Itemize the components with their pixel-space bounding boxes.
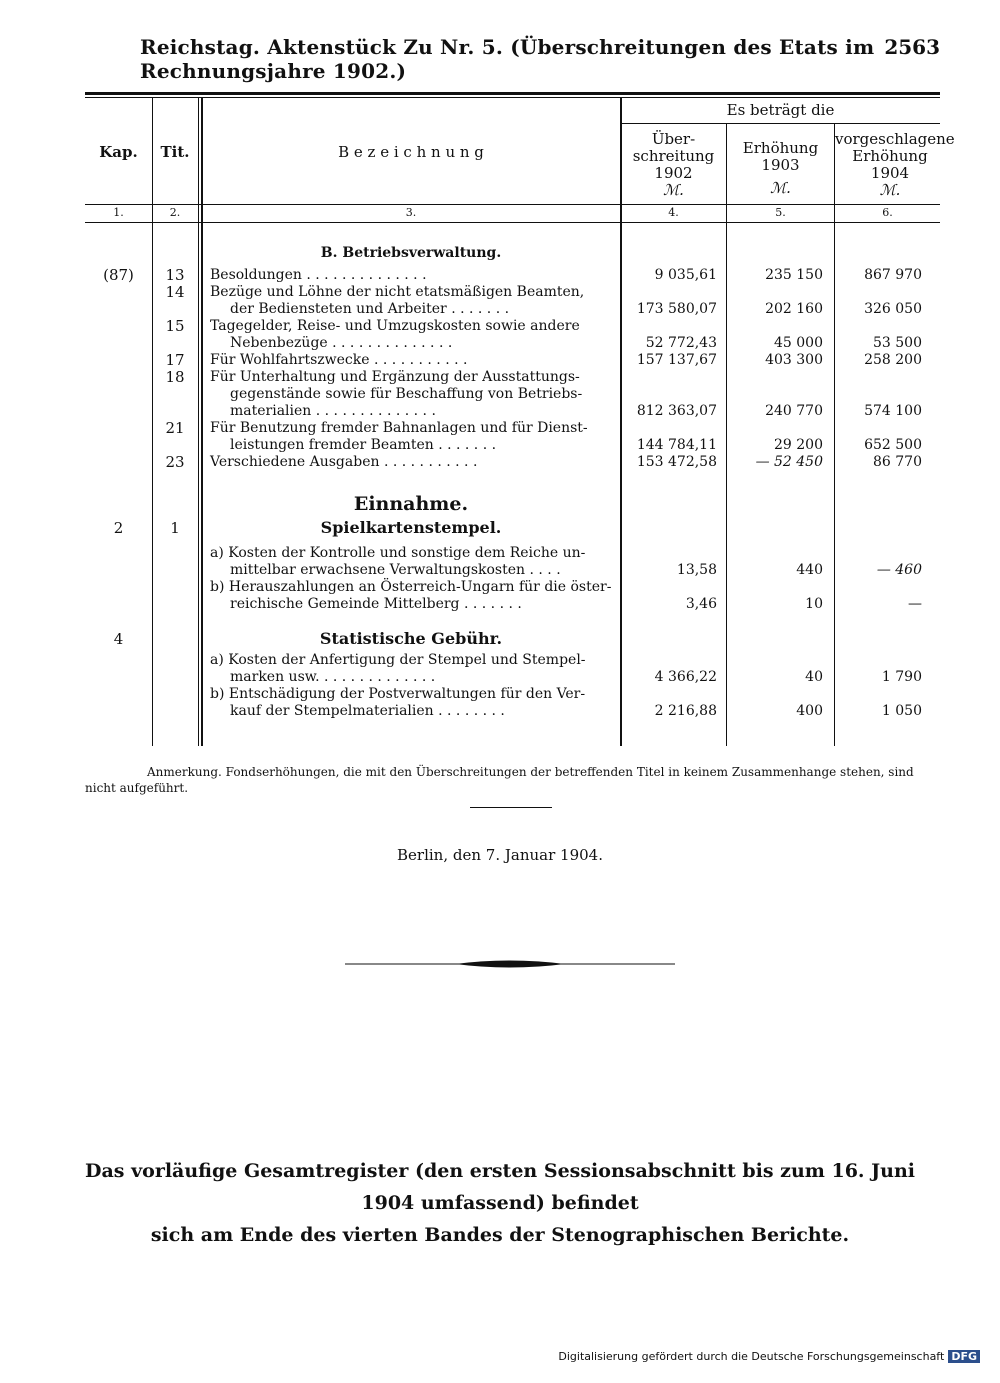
col-header-ueber-line1: Über- [651,130,696,148]
cell-vorgeschlagen: 258 200 [864,352,922,368]
ornament-divider [345,958,675,970]
col-number-5: 5. [775,206,786,219]
cell-ueberschreitung: 9 035,61 [654,267,717,283]
cell-tit: 23 [165,453,185,471]
col-number-3: 3. [405,206,417,219]
cell-tit: 17 [165,351,185,369]
cell-erhoehung: 10 [805,596,823,612]
col-header-vorgeschlagen [835,130,955,199]
cell-erhoehung: 29 200 [774,437,823,453]
cell-vorgeschlagen: 1 050 [881,703,922,719]
cell-vorgeschlagen: 326 050 [864,301,922,317]
col-divider-tit [198,98,199,746]
col-header-vor-line3: 1904 [870,164,910,182]
col-header-ueber-line2: schreitung [632,147,715,165]
row-text-line: a) Kosten der Anfertigung der Stempel und Stempel- [210,652,586,668]
cell-erhoehung: 40 [805,669,823,685]
row-text-line: b) Herauszahlungen an Österreich-Ungarn für die öster- [210,579,612,595]
cell-kap: (87) [103,266,134,284]
col-number-4: 4. [668,206,679,219]
col-header-erh-unit: ℳ. [770,179,791,197]
credit-text: Digitalisierung gefördert durch die Deutsche Forschungsgemeinschaft [558,1350,945,1363]
col-header-vor-line1: vorgeschlagene [835,130,955,148]
col-divider-tit-double [201,98,203,746]
cell-vorgeschlagen: 652 500 [864,437,922,453]
cell-erhoehung: 235 150 [765,267,823,283]
col-header-erh-line1: Erhöhung [742,139,819,157]
section-statistische-gebuehr: Statistische Gebühr. [319,629,503,648]
digitization-credit [558,1350,980,1363]
col-header-ueber-line3: 1902 [654,164,693,182]
row-text-line: reichische Gemeinde Mittelberg . . . . . . . [230,596,522,612]
cell-ueberschreitung: 4 366,22 [654,669,717,685]
cell-ueberschreitung: 144 784,11 [636,437,717,453]
row-text-line: marken usw. . . . . . . . . . . . . . [230,669,436,685]
footnote-line2: nicht aufgeführt. [85,781,189,795]
cell-erhoehung: 240 770 [765,403,823,419]
row-text-line: leistungen fremder Beamten . . . . . . . [230,437,497,453]
cell-ueberschreitung: 157 137,67 [636,352,717,368]
cell-tit: 13 [165,266,185,284]
row-text-line: der Bediensteten und Arbeiter . . . . . . . [230,301,510,317]
cell-tit: 15 [165,317,185,335]
col-header-erhoehung [727,140,834,197]
table-top-rule-thin [85,97,940,98]
row-text-line: gegenstände sowie für Beschaffung von Betriebs- [230,386,583,402]
row-text-line: b) Entschädigung der Postverwaltungen für den Ver- [210,686,586,702]
col-header-vor-line2: Erhöhung [852,147,928,165]
cell-tit: 18 [165,368,185,386]
cell-tit: 21 [165,419,185,437]
col-header-vor-unit: ℳ. [879,181,901,199]
col-number-rule-top [85,204,940,205]
col-header-erh-line2: 1903 [761,156,800,174]
row-text-line: Für Unterhaltung und Ergänzung der Ausstattungs- [210,369,580,385]
cell-ueberschreitung: 2 216,88 [654,703,717,719]
col-number-6: 6. [882,206,893,219]
cell-kap: 2 [113,519,124,537]
row-text-line: Für Benutzung fremder Bahnanlagen und für Dienst- [210,420,588,436]
section-einnahme: Einnahme. [353,493,469,515]
col-header-bezeichnung: B e z e i c h n u n g [338,143,484,161]
cell-vorgeschlagen: 86 770 [873,454,922,470]
col-number-2: 2. [169,206,181,219]
row-text-line: Bezüge und Löhne der nicht etatsmäßigen Beamten, [210,284,585,300]
row-text-line: a) Kosten der Kontrolle und sonstige dem Reiche un- [210,545,586,561]
cell-erhoehung: 400 [796,703,823,719]
cell-vorgeschlagen: 1 790 [881,669,922,685]
cell-erhoehung: — 52 450 [755,454,823,470]
cell-ueberschreitung: 153 472,58 [636,454,717,470]
group-header: Es beträgt die [726,101,835,119]
row-text-line: mittelbar erwachsene Verwaltungskosten . . . . [230,562,561,578]
cell-kap: 4 [113,630,124,648]
cell-erhoehung: 45 000 [774,335,823,351]
cell-tit: 14 [165,283,185,301]
col-header-tit: Tit. [160,143,190,161]
col-header-ueber-unit: ℳ. [663,181,684,199]
closing-note [60,1155,940,1251]
col-header-kap: Kap. [99,143,138,161]
section-spielkartenstempel: Spielkartenstempel. [320,518,502,537]
row-text-line: Für Wohlfahrtszwecke . . . . . . . . . . . [210,352,468,368]
cell-ueberschreitung: 3,46 [685,596,717,612]
cell-erhoehung: 440 [796,562,823,578]
cell-vorgeschlagen: 574 100 [864,403,922,419]
cell-vorgeschlagen: 53 500 [873,335,922,351]
col-number-1: 1. [113,206,124,219]
row-text-line: materialien . . . . . . . . . . . . . . [230,403,436,419]
row-text-line: Besoldungen . . . . . . . . . . . . . . [210,267,427,283]
cell-vorgeschlagen: 867 970 [864,267,922,283]
cell-vorgeschlagen: — 460 [876,562,922,578]
cell-vorgeschlagen: — [908,596,922,612]
date-line: Berlin, den 7. Januar 1904. [397,846,603,864]
row-text-line: Tagegelder, Reise- und Umzugskosten sowie andere [210,318,580,334]
col-number-rule-bottom [85,222,940,223]
row-text-line: Nebenbezüge . . . . . . . . . . . . . . [230,335,453,351]
footnote [85,764,940,796]
cell-ueberschreitung: 13,58 [676,562,717,578]
table-top-rule [85,92,940,95]
page-header-title: Reichstag. Aktenstück Zu Nr. 5. (Überschreitungen des Etats im Rechnungsjahre 1902.) [140,35,875,83]
cell-ueberschreitung: 812 363,07 [636,403,717,419]
row-text-line: Verschiedene Ausgaben . . . . . . . . . . . [210,454,478,470]
group-header-rule [621,123,940,124]
cell-tit: 1 [170,519,180,537]
cell-erhoehung: 202 160 [765,301,823,317]
footnote-separator [470,807,552,808]
col-header-ueberschreitung [621,131,726,199]
page-number: 2563 [884,35,940,59]
cell-ueberschreitung: 52 772,43 [645,335,717,351]
section-betriebsverwaltung: B. Betriebsverwaltung. [320,245,502,261]
row-text-line: kauf der Stempelmaterialien . . . . . . . . [230,703,505,719]
closing-note-line2: sich am Ende des vierten Bandes der Stenographischen Berichte. [150,1224,850,1246]
cell-ueberschreitung: 173 580,07 [636,301,717,317]
page-header [140,35,940,83]
footnote-line1: Anmerkung. Fondserhöhungen, die mit den Überschreitungen der betreffenden Titel in keinem Zusammenhange stehen, sind [147,765,914,779]
cell-erhoehung: 403 300 [765,352,823,368]
dfg-logo: DFG [948,1350,980,1363]
closing-note-line1: Das vorläufige Gesamtregister (den ersten Sessionsabschnitt bis zum 16. Juni 1904 umfassend) befindet [85,1160,915,1214]
